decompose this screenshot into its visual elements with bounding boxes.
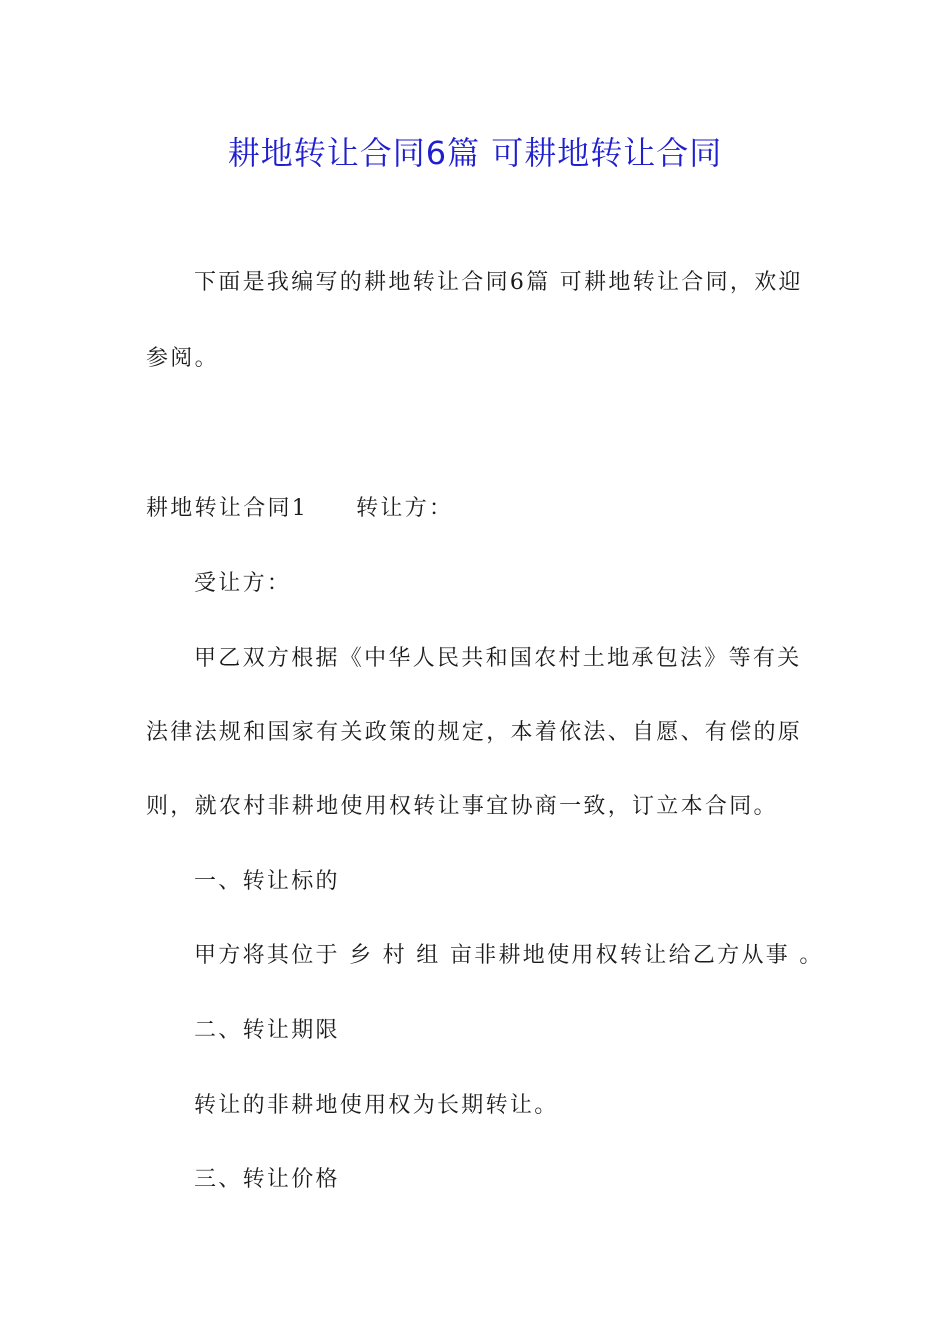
preamble-line-1: 甲乙双方根据《中华人民共和国农村土地承包法》等有关: [194, 646, 802, 671]
intro-line-1: 下面是我编写的耕地转让合同6篇 可耕地转让合同，欢迎: [194, 270, 803, 295]
clause1-heading: 一、转让标的: [194, 869, 340, 894]
preamble-line-3: 则，就农村非耕地使用权转让事宜协商一致，订立本合同。: [146, 794, 778, 819]
document-title: 耕地转让合同6篇 可耕地转让合同: [227, 134, 723, 172]
preamble-line-2: 法律法规和国家有关政策的规定，本着依法、自愿、有偿的原: [146, 720, 803, 745]
clause2-text: 转让的非耕地使用权为长期转让。: [194, 1093, 559, 1118]
clause1-text: 甲方将其位于 乡 村 组 亩非耕地使用权转让给乙方从事 。: [194, 943, 824, 968]
section-heading-line: [146, 494, 453, 524]
clause2-heading: 二、转让期限: [194, 1018, 340, 1043]
transferor-label: 转让方：: [356, 496, 454, 521]
clause3-heading: 三、转让价格: [194, 1167, 340, 1192]
intro-line-2: 参阅。: [146, 346, 219, 371]
section-heading: 耕地转让合同1: [146, 496, 309, 521]
transferee-label: 受让方：: [194, 571, 292, 596]
